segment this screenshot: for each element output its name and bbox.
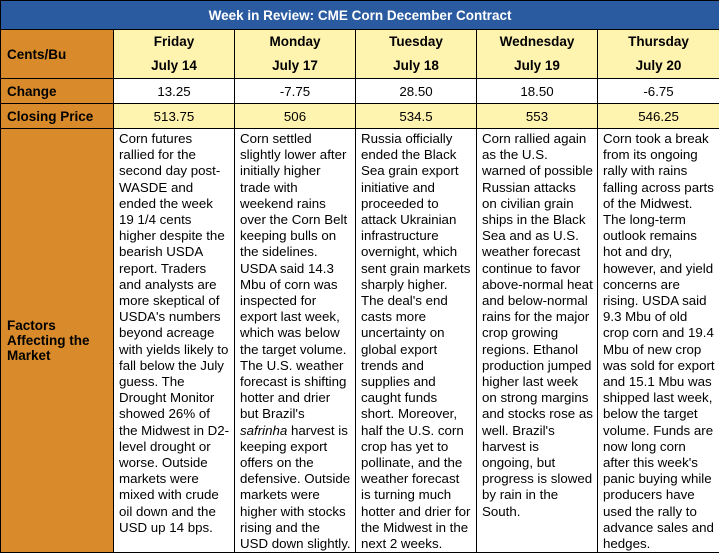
day-date: July 17 — [235, 54, 355, 78]
day-name: Tuesday — [356, 30, 476, 54]
day-date: July 20 — [598, 54, 719, 78]
factors-text-italic: safrinha — [240, 423, 287, 438]
factors-text-monday — [235, 129, 356, 553]
column-header-tuesday — [356, 30, 477, 79]
row-label-factors: Factors Affecting the Market — [1, 129, 114, 553]
factors-text-thursday: Corn took a break from its ongoing rally with rains falling across parts of the Midwest. The long-term outlook remains hot and dry, however, and yield concerns are rising. USDA said 9.3 Mbu of old crop corn and 19.4 Mbu of new crop was sold for export and 15.1 Mbu was shipped last week, below the target volume. Funds are now long corn after this week's panic buying while producers have used the rally to advance sales and hedges. — [598, 129, 719, 553]
day-name: Thursday — [598, 30, 719, 54]
column-header-thursday — [598, 30, 719, 79]
row-label-change: Change — [1, 79, 114, 104]
day-date: July 18 — [356, 54, 476, 78]
row-label-closing-price: Closing Price — [1, 104, 114, 129]
closing-price-value: 546.25 — [598, 104, 719, 129]
day-name: Monday — [235, 30, 355, 54]
factors-text-part: harvest is keeping export offers on the defensive. Outside markets were higher with stocks rising and the USD down slightly. — [240, 423, 351, 551]
day-date: July 14 — [114, 54, 234, 78]
factors-text-friday: Corn futures rallied for the second day post-WASDE and ended the week 19 1/4 cents higher despite the bearish USDA report. Traders and analysts are more skeptical of USDA's numbers beyond acreage with yields likely to fall below the July guess. The Drought Monitor showed 26% of the Midwest in D2-level drought or worse. Outside markets were mixed with crude oil down and the USD up 14 bps. — [114, 129, 235, 553]
change-value: 18.50 — [477, 79, 598, 104]
factors-text-part: Corn settled slightly lower after initially higher trade with weekend rains over the Corn Belt keeping bulls on the sidelines. USDA said 14.3 Mbu of corn was inspected for export last week, which was below the target volume. The U.S. weather forecast is shifting hotter and drier but Brazil's — [240, 131, 347, 421]
closing-price-value: 534.5 — [356, 104, 477, 129]
change-value: -6.75 — [598, 79, 719, 104]
column-header-wednesday — [477, 30, 598, 79]
change-value: 28.50 — [356, 79, 477, 104]
day-name: Friday — [114, 30, 234, 54]
table-title: Week in Review: CME Corn December Contract — [1, 1, 719, 30]
closing-price-value: 506 — [235, 104, 356, 129]
column-header-monday — [235, 30, 356, 79]
factors-text-wednesday: Corn rallied again as the U.S. warned of possible Russian attacks on civilian grain ships in the Black Sea and as U.S. weather forecast continue to favor above-normal heat and below-normal rains for the major crop growing regions. Ethanol production jumped higher last week on strong margins and stocks rose as well. Brazil's harvest is ongoing, but progress is slowed by rain in the South. — [477, 129, 598, 553]
row-label-cents-bu: Cents/Bu — [1, 30, 114, 79]
column-header-friday — [114, 30, 235, 79]
factors-text-tuesday: Russia officially ended the Black Sea grain export initiative and proceeded to attack Ukrainian infrastructure overnight, which sent grain markets sharply higher. The deal's end casts more uncertainty on global export trends and supplies and caught funds short. Moreover, half the U.S. corn crop has yet to pollinate, and the weather forecast is turning much hotter and drier for the Midwest in the next 2 weeks. — [356, 129, 477, 553]
change-value: 13.25 — [114, 79, 235, 104]
change-value: -7.75 — [235, 79, 356, 104]
closing-price-value: 513.75 — [114, 104, 235, 129]
day-name: Wednesday — [477, 30, 597, 54]
closing-price-value: 553 — [477, 104, 598, 129]
day-date: July 19 — [477, 54, 597, 78]
